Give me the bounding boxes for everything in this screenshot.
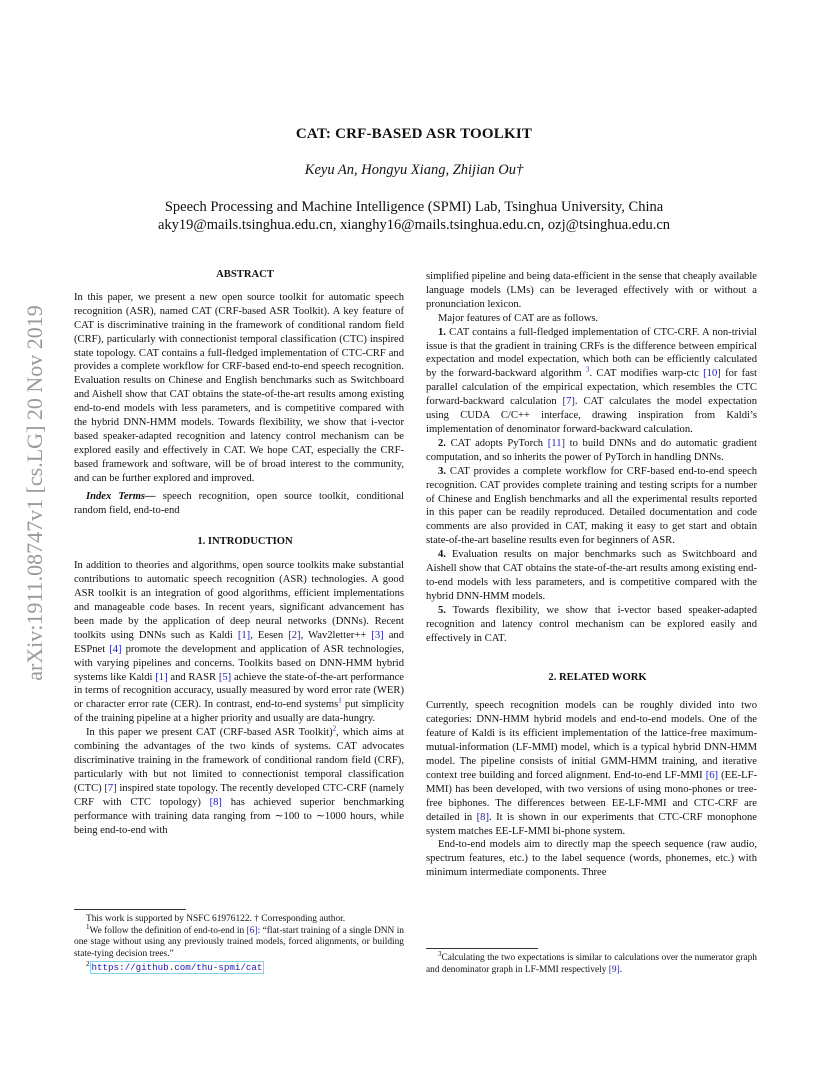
footnote-marker[interactable]: 1 [338, 696, 342, 705]
affiliation: Speech Processing and Machine Intelligence (SPMI) Lab, Tsinghua University, China [164, 199, 664, 215]
intro-heading: 1. INTRODUCTION [197, 536, 293, 548]
left-column [74, 268, 404, 837]
related-work-paragraph-1: Currently, speech recognition models can be roughly divided into two categories: DNN-HMM hybrid models and end-to-end models. One of the feature of Kaldi is its efficient implementation of the lattice-free maximum-mutual-information (LF-MMI) model, which is a typical hybrid DNN-HMM model. The pipeline consists of initial GMM-HMM training, and iterative context tree building and forced alignment. End-to-end LF-MMI [6] (EE-LF-MMI) has been developed, with two versions of using mono-phones or tree-free biphones. The differences between EE-LF-MMI and CTC-CRF are detailed in [8]. It is shown in our experiments that CTC-CRF monophone system matches EE-LF-MMI bi-phone system. [426, 700, 757, 837]
index-terms [74, 490, 404, 518]
citation-link[interactable]: [6] [705, 769, 719, 781]
related-work-heading: 2. RELATED WORK [548, 672, 647, 684]
citation-link[interactable]: [8] [209, 796, 222, 808]
intro-paragraph-2: In this paper we present CAT (CRF-based ASR Toolkit)$^2$, which aims at combining the advantages of the two kinds of systems. CAT advocates discriminative training in the framework of conditional random field (CRF), particularly with but not limited to connectionist temporal classification (CTC) [7] inspired state topology. The recently developed CTC-CRF (namely CRF with CTC topology) [8] has achieved superior benchmarking performance with training data ranging from ∼100 to ∼1000 hours, while being end-to-end with [74, 724, 404, 836]
arxiv-sidebar [20, 283, 50, 703]
citation-link[interactable]: [11] [547, 437, 566, 449]
feature-1: 1. CAT contains a full-fledged implementation of CTC-CRF. A non-trivial issue is that the gradient in training CRFs is the difference between empirical expectation and model expectation, which both can be efficiently calculated by the forward-backward algorithm $^3$. CAT modifies warp-ctc [10] for fast parallel calculation of the empirical expectation, which resembles the CTC forward-backward calculation [7]. CAT calculates the model expectation using CUDA C/C++ interface, drawing inspiration from Kaldi’s implementation of denominator forward-backward calculation. [426, 326, 757, 435]
citation-link[interactable]: [6] [246, 925, 258, 936]
footnote-rule [74, 909, 186, 910]
related-work-paragraph-2: End-to-end models aim to directly map the speech sequence (raw audio, spectrum features, etc.) to the label sequence (words, phonemes, etc.) with minimum intermediate components. Three [426, 839, 757, 879]
citation-link[interactable]: [10] [703, 368, 721, 380]
abstract-text: In this paper, we present a new open source toolkit for automatic speech recognition (ASR), named CAT (CRF-based ASR Toolkit). A key feature of CAT is discriminative training in the framework of conditional random field (CRF), particularly with connectionist temporal classification (CTC) inspired state topology. CAT contains a full-fledged implementation of CTC-CRF and provides a complete workflow for CRF-based end-to-end speech recognition. Evaluation results on Chinese and English benchmarks such as Switchboard and Aishell show that CAT obtains the state-of-the-art results among existing end-to-end models with less parameters, and is competitive compared with the hybrid DNN-HMM models. Towards flexibility, we show that i-vector based speaker-adapted recognition and latency control mechanism can be explored easily and effectively in CAT. We hope CAT, especially the CRF-based framework and software, will be of broad interest to the community, and can be further explored and improved. [74, 291, 404, 484]
footnote-2: $^2$ https://github.com/thu-spmi/cat [86, 960, 263, 974]
right-column [426, 270, 757, 880]
feature-3: 3. CAT provides a complete workflow for CRF-based end-to-end speech recognition. CAT provides complete training and testing scripts for a number of Chinese and English benchmarks and all the experimental results reported in this paper can be readily reproduced. Detailed documentation and code comments are also provided in CAT, making it easy to get start and obtain state-of-the-art baseline results even for beginners of ASR. [426, 465, 757, 547]
features-intro: Major features of CAT are as follows. [438, 312, 599, 324]
intro-paragraph-1: In addition to theories and algorithms, open source toolkits make substantial contributions to automatic speech recognition (ASR) technologies. A good ASR toolkit is an integration of good algorithms, efficient implementations and manageable code bases. In recent years, significant advancement has been made by the application of deep neural networks (DNNs). Recent toolkits using DNNs such as Kaldi [1], Eesen [2], Wav2letter++ [3] and ESPnet [4] promote the development and application of ASR technologies, with varying pipelines and concerns. Toolkits based on DNN-HMM hybrid systems like Kaldi [1] and RASR [5] achieve the state-of-the-art performance in terms of recognition accuracy, usually measured by word error rate (WER) or character error rate (CER). In contrast, end-to-end systems$^1$ put simplicity of the training pipeline at a higher priority and usually are data-hungry. [74, 560, 404, 725]
feature-5: 5. Towards flexibility, we show that i-vector based speaker-adapted recognition and latency control mechanism can be explored easily and effectively in CAT. [426, 604, 757, 644]
footnote-marker[interactable]: 2 [332, 724, 337, 733]
citation-link[interactable]: [7] [562, 396, 575, 408]
footnote-marker[interactable]: 3 [586, 365, 590, 374]
continued-paragraph: simplified pipeline and being data-efficient in the sense that cheaply available language models (LMs) can be leveraged effectively with or without a pronunciation lexicon. [426, 271, 757, 310]
arxiv-identifier: arXiv:1911.08747v1 [cs.LG] 20 Nov 2019 [22, 305, 47, 681]
citation-link[interactable]: [1] [237, 629, 251, 641]
citation-link[interactable]: [7] [104, 782, 117, 794]
author-list: Keyu An, Hongyu Xiang, Zhijian Ou† [304, 162, 524, 178]
citation-link[interactable]: [5] [218, 671, 232, 683]
right-footnotes [426, 948, 757, 976]
funding-note: This work is supported by NSFC 61976122. † Corresponding author. [86, 914, 346, 924]
affiliation-block [0, 198, 828, 234]
footnote-3: $^3$Calculating the two expectations is similar to calculations over the numerator graph and denominator graph in LF-MMI respectively [9]. [426, 949, 757, 975]
left-footnotes [74, 909, 404, 975]
index-terms-text: speech recognition, open source toolkit, conditional random field, end-to-end [74, 490, 404, 516]
citation-link[interactable]: [9] [608, 964, 620, 975]
feature-4: 4. Evaluation results on major benchmarks such as Switchboard and Aishell show that CAT obtains the state-of-the-art results among existing end-to-end models with less parameters, and is competitive compared with the hybrid DNN-HMM models. [426, 549, 757, 602]
footnote-rule [426, 948, 538, 949]
citation-link[interactable]: [3] [371, 629, 384, 641]
citation-link[interactable]: [8] [476, 811, 490, 823]
footnote-1: $^1$We follow the definition of end-to-end in [6]: “flat-start training of a single DNN in one stage without using any previously trained models, forced alignments, or building state-tying decision trees.” [74, 922, 404, 959]
citation-link[interactable]: [1] [155, 671, 168, 683]
index-terms-label: Index Terms— [86, 490, 156, 502]
paper-title: CAT: CRF-BASED ASR TOOLKIT [295, 126, 533, 142]
feature-2: 2. CAT adopts PyTorch [11] to build DNNs and do automatic gradient computation, and so inherits the power of PyTorch in handling DNNs. [426, 437, 758, 463]
author-emails: aky19@mails.tsinghua.edu.cn, xianghy16@mails.tsinghua.edu.cn, ozj@tsinghua.edu.cn [157, 217, 671, 233]
citation-link[interactable]: [2] [288, 629, 301, 641]
abstract-heading: ABSTRACT [216, 269, 274, 280]
citation-link[interactable]: [4] [109, 643, 122, 655]
github-link[interactable]: https://github.com/thu-spmi/cat [91, 962, 263, 974]
